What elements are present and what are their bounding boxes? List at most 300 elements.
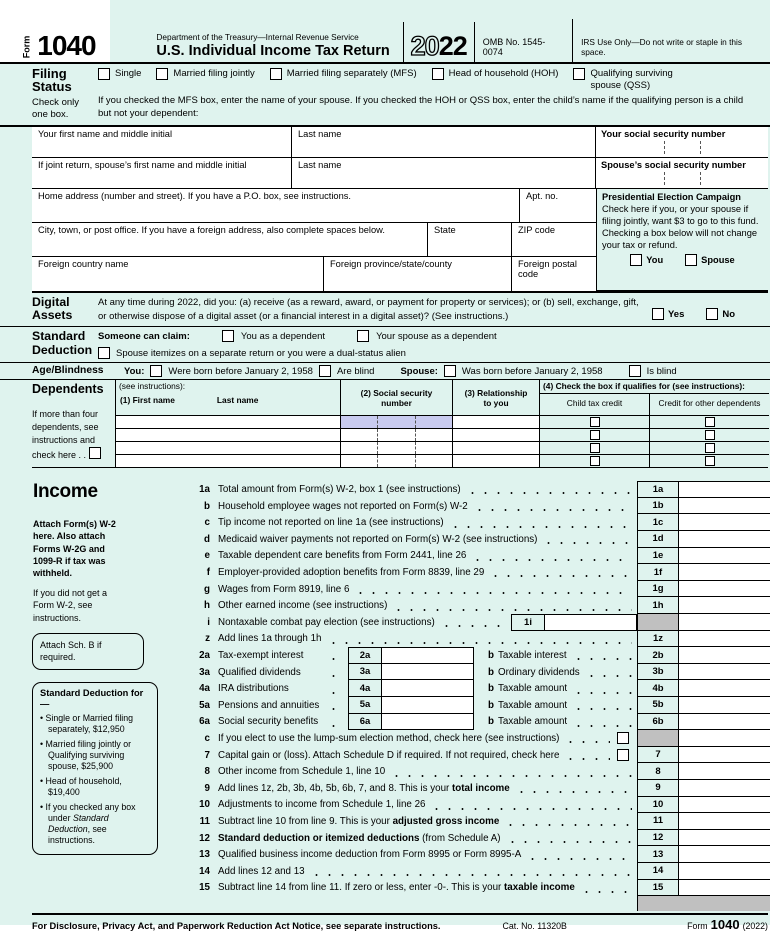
amount-field[interactable] bbox=[679, 797, 770, 814]
campaign-title: Presidential Election Campaign bbox=[602, 191, 741, 202]
footer-form-id bbox=[687, 919, 768, 931]
spouse-label: Spouse: bbox=[400, 365, 438, 377]
irs-use-only: IRS Use Only—Do not write or staple in this space. bbox=[572, 19, 770, 62]
line-code: 1e bbox=[637, 548, 679, 565]
filing-status-options-area bbox=[98, 67, 770, 121]
amount-field[interactable] bbox=[679, 780, 770, 797]
standard-deduction-main bbox=[98, 330, 770, 359]
line-description bbox=[218, 633, 322, 644]
line-checkbox[interactable] bbox=[617, 732, 629, 744]
line-number: c bbox=[204, 517, 210, 529]
line-b-letter: b bbox=[488, 699, 494, 711]
dependents-ssn-header: (2) Social security number bbox=[340, 380, 452, 415]
income-line-1z bbox=[180, 631, 770, 648]
filing-option-2[interactable] bbox=[270, 68, 417, 80]
amount-field[interactable] bbox=[679, 498, 770, 515]
line-number: 9 bbox=[204, 782, 210, 794]
dependents-see-instructions: (see instructions): bbox=[119, 381, 186, 392]
credit-other-dependents-cell bbox=[649, 429, 769, 441]
amount-field[interactable] bbox=[679, 730, 770, 747]
income-line-14 bbox=[180, 863, 770, 880]
filing-option-3[interactable] bbox=[432, 68, 559, 80]
line-number: e bbox=[204, 550, 210, 562]
line-code: 1g bbox=[637, 581, 679, 598]
filing-status-title: Filing Status bbox=[32, 66, 72, 94]
line-description bbox=[218, 517, 444, 528]
digital-assets-no-option[interactable] bbox=[706, 308, 735, 320]
footer-form-word: Form bbox=[687, 920, 708, 931]
attach-w2-note: Attach Form(s) W-2 here. Also attach Forms W-2G and 1099-R if tax was withheld. bbox=[33, 519, 116, 578]
line-text: Add lines 1z, 2b, 3b, 4b, 5b, 6b, 7, and 8. This is your bbox=[218, 782, 453, 794]
dot-leader bbox=[327, 653, 343, 661]
foreign-country-field[interactable]: Foreign country name bbox=[32, 257, 324, 291]
amount-field[interactable] bbox=[679, 880, 770, 897]
dependents-name-header bbox=[116, 394, 340, 415]
child-tax-credit-checkbox[interactable] bbox=[590, 456, 600, 466]
dot-leader bbox=[572, 686, 632, 694]
standard-deduction-amounts-box bbox=[32, 682, 158, 855]
line-text: Tip income not reported on line 1a (see instructions) bbox=[218, 517, 444, 529]
inner-amount-field[interactable] bbox=[382, 680, 474, 697]
filing-option-label: Single bbox=[115, 68, 142, 79]
digital-assets-yes-option[interactable] bbox=[652, 308, 684, 320]
amount-field[interactable] bbox=[679, 531, 770, 548]
line-text: Other income from Schedule 1, line 10 bbox=[218, 766, 386, 778]
dot-leader bbox=[327, 669, 343, 677]
line-code: 9 bbox=[637, 780, 679, 797]
dependents-rows bbox=[116, 415, 769, 467]
amount-field[interactable] bbox=[679, 664, 770, 681]
line-text: Nontaxable combat pay election (see instructions) bbox=[218, 616, 435, 628]
filing-options bbox=[98, 68, 770, 92]
line-text: Taxable dependent care benefits from Form 2441, line 26 bbox=[218, 550, 467, 562]
line-number: 2a bbox=[199, 650, 210, 662]
line-b-part bbox=[488, 716, 567, 727]
form-title: U.S. Individual Income Tax Return bbox=[156, 43, 390, 59]
filing-option-checkbox[interactable] bbox=[432, 68, 444, 80]
income-line-1a bbox=[180, 481, 770, 498]
line-code: 12 bbox=[637, 830, 679, 847]
line-code: 10 bbox=[637, 797, 679, 814]
dependents-table bbox=[115, 380, 769, 467]
dependent-name-field[interactable] bbox=[116, 442, 340, 454]
you-as-dependent-label: You as a dependent bbox=[240, 330, 326, 342]
spouse-blind-checkbox[interactable] bbox=[629, 365, 641, 377]
ssn-separators bbox=[629, 141, 737, 154]
line-description bbox=[218, 833, 501, 844]
credit-other-dependents-checkbox[interactable] bbox=[705, 443, 715, 453]
dependent-name-field[interactable] bbox=[116, 455, 340, 467]
amount-field[interactable] bbox=[679, 830, 770, 847]
dependents-table-header bbox=[116, 380, 769, 415]
dependents-title: Dependents bbox=[32, 382, 104, 397]
dot-leader bbox=[572, 653, 632, 661]
filing-option-checkbox[interactable] bbox=[270, 68, 282, 80]
dependents-qualifies-header: (4) Check the box if qualifies for (see instructions): bbox=[539, 380, 769, 394]
footer-form-number: 1040 bbox=[710, 917, 740, 932]
std-box-title: Standard Deduction for— bbox=[40, 688, 144, 709]
state-field[interactable]: State bbox=[428, 223, 512, 257]
amount-field[interactable] bbox=[679, 846, 770, 863]
inner-amount-field[interactable] bbox=[382, 664, 474, 681]
line-description bbox=[218, 716, 322, 727]
line-text: Social security benefits bbox=[218, 716, 319, 728]
line-code: 15 bbox=[637, 880, 679, 897]
amount-field[interactable] bbox=[679, 714, 770, 731]
your-first-name-field[interactable]: Your first name and middle initial bbox=[32, 127, 292, 158]
child-tax-credit-checkbox[interactable] bbox=[590, 443, 600, 453]
amount-field[interactable] bbox=[679, 863, 770, 880]
line-description bbox=[218, 617, 435, 628]
presidential-campaign-box bbox=[596, 189, 768, 291]
col-last-name: Last name bbox=[216, 395, 259, 406]
dot-leader bbox=[354, 586, 632, 594]
line-number: 12 bbox=[199, 832, 210, 844]
inner-line-code: 4a bbox=[348, 680, 382, 697]
amount-field[interactable] bbox=[679, 747, 770, 764]
income-line-10 bbox=[180, 797, 770, 814]
line-code: 1f bbox=[637, 564, 679, 581]
credit-other-dependents-checkbox[interactable] bbox=[705, 456, 715, 466]
identity-grid bbox=[32, 127, 768, 293]
line-number: 11 bbox=[199, 815, 210, 827]
dependent-row bbox=[116, 429, 769, 442]
yes-checkbox[interactable] bbox=[652, 308, 664, 320]
dependent-ssn-field[interactable] bbox=[340, 442, 452, 454]
age-blindness-main bbox=[124, 365, 770, 377]
line-description bbox=[218, 700, 322, 711]
campaign-spouse-option[interactable] bbox=[685, 254, 735, 266]
std-bullet-mfj: • Married filing jointly or Qualifying surviving spouse, $25,900 bbox=[48, 739, 150, 772]
line-code: 5b bbox=[637, 697, 679, 714]
amount-field[interactable] bbox=[679, 614, 770, 631]
line-b-text: Taxable interest bbox=[497, 650, 567, 662]
std-bullet-checked-box: • If you checked any box under Standard Deduction, see instructions. bbox=[48, 802, 150, 846]
line-text-bold: Standard deduction or itemized deductions bbox=[218, 832, 420, 844]
line-b-part bbox=[488, 667, 580, 678]
line-code: 1a bbox=[637, 481, 679, 498]
ssn-separators bbox=[629, 172, 737, 185]
dependent-relationship-field[interactable] bbox=[452, 442, 539, 454]
income-line-8 bbox=[180, 763, 770, 780]
filing-status-section bbox=[0, 64, 770, 127]
dot-leader bbox=[515, 786, 632, 794]
line-description bbox=[218, 550, 466, 561]
line-checkbox[interactable] bbox=[617, 749, 629, 761]
zip-field[interactable]: ZIP code bbox=[512, 223, 596, 257]
filing-status-label-col bbox=[32, 67, 98, 121]
digital-assets-label: Digital Assets bbox=[32, 294, 73, 323]
dot-leader bbox=[327, 703, 343, 711]
credit-other-dependents-header: Credit for other dependents bbox=[649, 394, 769, 415]
line-text: Add lines 12 and 13 bbox=[218, 865, 305, 877]
form-header bbox=[0, 0, 770, 64]
income-line-5b bbox=[180, 697, 770, 714]
line-code: 1c bbox=[637, 514, 679, 531]
your-ssn-field[interactable] bbox=[596, 127, 768, 158]
child-tax-credit-cell bbox=[539, 416, 649, 428]
line-number: b bbox=[204, 500, 210, 512]
spouse-first-name-field[interactable]: If joint return, spouse’s first name and middle initial bbox=[32, 158, 292, 189]
income-line-15 bbox=[180, 880, 770, 897]
inner-amount-field[interactable] bbox=[382, 697, 474, 714]
amount-field[interactable] bbox=[679, 763, 770, 780]
credit-other-dependents-checkbox[interactable] bbox=[705, 417, 715, 427]
line-number: 13 bbox=[199, 849, 210, 861]
more-dependents-text: If more than four dependents, see instructions and check here . . bbox=[32, 409, 99, 461]
line-text: Tax-exempt interest bbox=[218, 650, 304, 662]
dot-leader bbox=[504, 819, 632, 827]
spouse-as-dependent-label: Your spouse as a dependent bbox=[376, 330, 497, 342]
dot-leader bbox=[430, 802, 632, 810]
dependents-side-col bbox=[32, 380, 115, 467]
dot-leader bbox=[310, 869, 632, 877]
line-text-bold: adjusted gross income bbox=[392, 815, 500, 827]
income-line-1d bbox=[180, 531, 770, 548]
spouse-itemizes-checkbox[interactable] bbox=[98, 347, 110, 359]
credit-other-dependents-cell bbox=[649, 455, 769, 467]
amount-field[interactable] bbox=[679, 514, 770, 531]
dependent-row bbox=[116, 455, 769, 467]
dependent-name-field[interactable] bbox=[116, 416, 340, 428]
line-description bbox=[218, 484, 461, 495]
spouse-as-dependent-checkbox[interactable] bbox=[357, 330, 369, 342]
digital-assets-answers bbox=[652, 308, 735, 320]
campaign-text: Check here if you, or your spouse if filing jointly, want $3 to go to this fund. Checking a box below will not change your tax or refund. bbox=[602, 203, 759, 251]
inner-amount-field[interactable] bbox=[382, 647, 474, 664]
you-blind-label: Are blind bbox=[336, 365, 375, 377]
dot-leader bbox=[489, 570, 632, 578]
line-text: Medicaid waiver payments not reported on Form(s) W-2 (see instructions) bbox=[218, 533, 538, 545]
amount-field[interactable] bbox=[679, 697, 770, 714]
line-code bbox=[637, 614, 679, 631]
line-description bbox=[218, 584, 349, 595]
line-text: If you elect to use the lump-sum election method, check here (see instructions) bbox=[218, 732, 560, 744]
dot-leader bbox=[327, 636, 633, 644]
line-text: Subtract line 14 from line 11. If zero or less, enter -0-. This is your bbox=[218, 882, 505, 894]
credit-other-dependents-checkbox[interactable] bbox=[705, 430, 715, 440]
line-description bbox=[218, 600, 387, 611]
line-text: Qualified dividends bbox=[218, 666, 301, 678]
dependent-relationship-field[interactable] bbox=[452, 455, 539, 467]
line-text: (from Schedule A) bbox=[419, 832, 501, 844]
shaded-tail-row bbox=[180, 896, 770, 911]
line-number: i bbox=[207, 616, 210, 628]
spouse-blind-label: Is blind bbox=[646, 365, 677, 377]
year-solid-digits: 22 bbox=[438, 31, 467, 61]
line-text: Add lines 1a through 1h bbox=[218, 633, 322, 645]
foreign-province-field[interactable]: Foreign province/state/county bbox=[324, 257, 512, 291]
dependent-ssn-field[interactable] bbox=[340, 429, 452, 441]
more-than-four-dependents-checkbox[interactable] bbox=[89, 447, 101, 459]
dot-leader bbox=[564, 736, 610, 744]
amount-field[interactable] bbox=[679, 548, 770, 565]
dependent-name-field[interactable] bbox=[116, 429, 340, 441]
year-outline-digits: 20 bbox=[410, 31, 439, 61]
inner-line-code: 2a bbox=[348, 647, 382, 664]
tax-year bbox=[403, 22, 475, 62]
ssn-dash bbox=[415, 429, 416, 441]
omb-number: OMB No. 1545-0074 bbox=[482, 37, 546, 57]
line-number: 1a bbox=[199, 484, 210, 496]
campaign-you-option[interactable] bbox=[630, 254, 663, 266]
amount-field[interactable] bbox=[679, 581, 770, 598]
dot-leader bbox=[466, 487, 632, 495]
child-tax-credit-cell bbox=[539, 455, 649, 467]
dot-leader bbox=[572, 703, 632, 711]
std-bullet-hoh: • Head of household, $19,400 bbox=[48, 776, 150, 798]
dot-leader bbox=[327, 719, 343, 727]
dependent-relationship-field[interactable] bbox=[452, 429, 539, 441]
filing-option-1[interactable] bbox=[156, 68, 254, 80]
amount-field[interactable] bbox=[679, 631, 770, 648]
line-number: 3a bbox=[199, 666, 210, 678]
dot-leader bbox=[506, 835, 632, 843]
line-text: Total amount from Form(s) W-2, box 1 (see instructions) bbox=[218, 484, 461, 496]
line-description bbox=[218, 733, 559, 744]
line-text: Qualified business income deduction from Form 8995 or Form 8995-A bbox=[218, 849, 522, 861]
filing-option-checkbox[interactable] bbox=[156, 68, 168, 80]
dot-leader bbox=[473, 503, 632, 511]
line-b-part bbox=[488, 700, 567, 711]
line-number: h bbox=[204, 600, 210, 612]
spouse-born-before-label: Was born before January 2, 1958 bbox=[461, 365, 603, 377]
campaign-you-label: You bbox=[646, 255, 664, 266]
income-line-7 bbox=[180, 747, 770, 764]
filing-status-subtext: Check only one box. bbox=[32, 97, 79, 120]
spouse-born-before-checkbox[interactable] bbox=[444, 365, 456, 377]
header-titles bbox=[110, 32, 402, 62]
line-b-text: Taxable amount bbox=[497, 716, 568, 728]
dependent-relationship-field[interactable] bbox=[452, 416, 539, 428]
line-description bbox=[218, 882, 575, 893]
child-tax-credit-cell bbox=[539, 442, 649, 454]
department-line: Department of the Treasury—Internal Revenue Service bbox=[156, 32, 359, 42]
line-b-text: Ordinary dividends bbox=[497, 666, 580, 678]
age-blindness-section bbox=[0, 363, 770, 380]
child-tax-credit-header: Child tax credit bbox=[539, 394, 649, 415]
line-description bbox=[218, 866, 305, 877]
spouse-last-name-field[interactable]: Last name bbox=[292, 158, 596, 189]
line-b-part bbox=[488, 650, 567, 661]
your-last-name-field[interactable]: Last name bbox=[292, 127, 596, 158]
campaign-you-checkbox[interactable] bbox=[630, 254, 642, 266]
line-number: 8 bbox=[204, 766, 210, 778]
city-field[interactable]: City, town, or post office. If you have a foreign address, also complete spaces below. bbox=[32, 223, 428, 257]
dot-leader bbox=[564, 752, 610, 760]
no-checkbox[interactable] bbox=[706, 308, 718, 320]
line-number: 10 bbox=[199, 799, 210, 811]
campaign-checkboxes bbox=[602, 254, 763, 266]
line-number: 5a bbox=[199, 699, 210, 711]
spouse-ssn-field[interactable] bbox=[596, 158, 768, 189]
amount-field[interactable] bbox=[679, 813, 770, 830]
yes-label: Yes bbox=[668, 308, 685, 320]
income-line-13 bbox=[180, 846, 770, 863]
filing-option-4[interactable] bbox=[573, 68, 694, 92]
line-code: 13 bbox=[637, 846, 679, 863]
dot-leader bbox=[580, 885, 632, 893]
dependent-ssn-field[interactable] bbox=[340, 416, 452, 428]
income-side-col bbox=[32, 481, 180, 911]
amount-field[interactable] bbox=[679, 597, 770, 614]
home-address-field[interactable]: Home address (number and street). If you have a P.O. box, see instructions. bbox=[32, 189, 520, 223]
line-code: 4b bbox=[637, 680, 679, 697]
ssn-dash bbox=[377, 429, 378, 441]
spouse-ssn-label: Spouse’s social security number bbox=[601, 159, 746, 170]
line-b-text: Taxable amount bbox=[497, 683, 568, 695]
ssn-dash bbox=[377, 442, 378, 454]
filing-option-checkbox[interactable] bbox=[98, 68, 110, 80]
child-tax-credit-cell bbox=[539, 429, 649, 441]
line-number: g bbox=[204, 583, 210, 595]
page-footer bbox=[32, 913, 768, 931]
ssn-dash bbox=[415, 455, 416, 467]
income-line-4b bbox=[180, 680, 770, 697]
you-born-before-checkbox[interactable] bbox=[150, 365, 162, 377]
amount-field[interactable] bbox=[679, 680, 770, 697]
line-text: Employer-provided adoption benefits from Form 8839, line 29 bbox=[218, 567, 485, 579]
amount-field[interactable] bbox=[679, 647, 770, 664]
standard-deduction-label: Standard Deduction bbox=[32, 329, 93, 357]
inner-amount-field[interactable] bbox=[545, 614, 637, 631]
line-number: f bbox=[206, 567, 210, 579]
filing-option-0[interactable] bbox=[98, 68, 141, 80]
digital-assets-section bbox=[0, 293, 770, 328]
more-dependents-note bbox=[32, 408, 112, 462]
income-rows bbox=[180, 481, 770, 911]
line-number: 6a bbox=[199, 716, 210, 728]
apt-no-field[interactable]: Apt. no. bbox=[520, 189, 596, 223]
amount-field[interactable] bbox=[679, 564, 770, 581]
inner-line-code: 6a bbox=[348, 714, 382, 731]
ssn-dash bbox=[377, 416, 378, 428]
form-word-label: Form bbox=[21, 35, 32, 59]
ssn-dash bbox=[415, 416, 416, 428]
you-blind-checkbox[interactable] bbox=[319, 365, 331, 377]
line-description bbox=[218, 667, 322, 678]
credit-other-dependents-cell bbox=[649, 416, 769, 428]
income-line-6b bbox=[180, 714, 770, 731]
line-description bbox=[218, 849, 521, 860]
inner-line-code: 1i bbox=[511, 614, 545, 631]
line-description bbox=[218, 567, 484, 578]
line-description bbox=[218, 799, 425, 810]
dependents-relationship-header: (3) Relationship to you bbox=[452, 380, 539, 415]
dot-leader bbox=[449, 520, 632, 528]
campaign-spouse-checkbox[interactable] bbox=[685, 254, 697, 266]
foreign-postal-field[interactable]: Foreign postal code bbox=[512, 257, 596, 291]
attach-schb-note: Attach Sch. B if required. bbox=[32, 633, 144, 669]
line-code: 1d bbox=[637, 531, 679, 548]
line-text-bold: taxable income bbox=[504, 882, 575, 894]
child-tax-credit-checkbox[interactable] bbox=[590, 430, 600, 440]
line-description bbox=[218, 816, 499, 827]
dot-leader bbox=[585, 669, 632, 677]
child-tax-credit-checkbox[interactable] bbox=[590, 417, 600, 427]
inner-amount-field[interactable] bbox=[382, 714, 474, 731]
dependents-section bbox=[32, 380, 768, 468]
income-line-1f bbox=[180, 564, 770, 581]
inner-line-code: 3a bbox=[348, 664, 382, 681]
income-line-c bbox=[180, 730, 770, 747]
shaded-cell bbox=[637, 896, 770, 911]
dependent-ssn-field[interactable] bbox=[340, 455, 452, 467]
credit-other-dependents-cell bbox=[649, 442, 769, 454]
filing-option-checkbox[interactable] bbox=[573, 68, 585, 80]
amount-field[interactable] bbox=[679, 481, 770, 498]
you-as-dependent-checkbox[interactable] bbox=[222, 330, 234, 342]
